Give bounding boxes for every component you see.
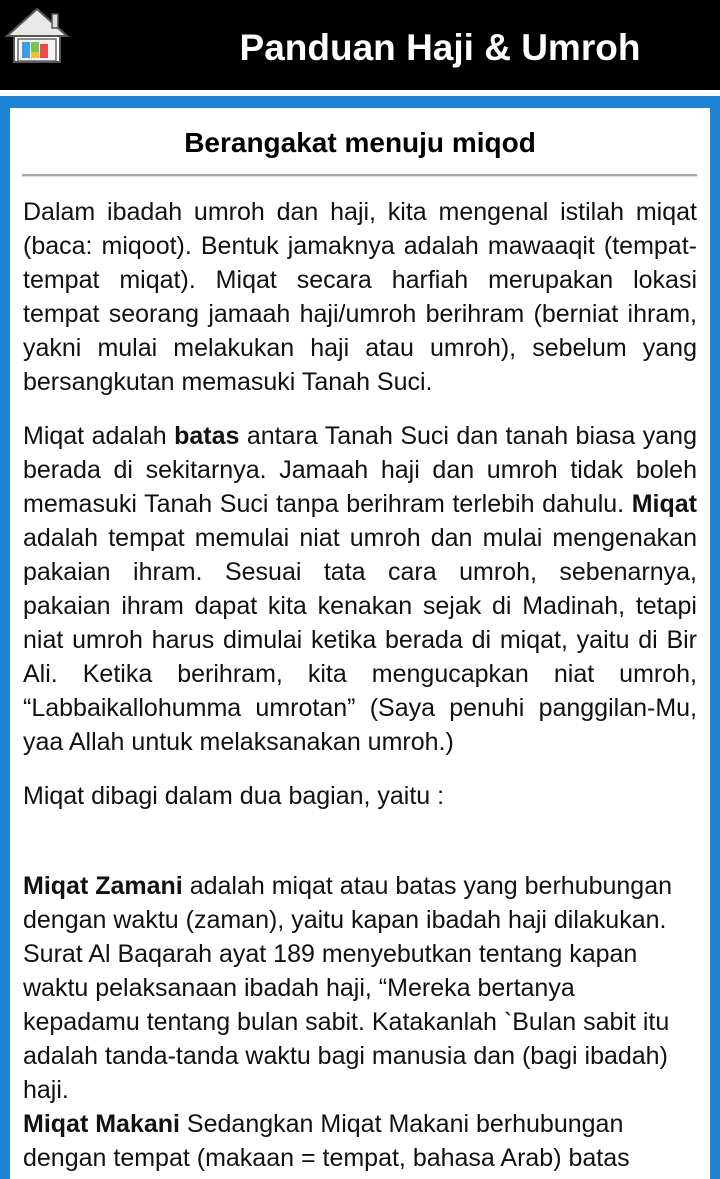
paragraph-miqat-zamani: Miqat Zamani adalah miqat atau batas yang berhubungan dengan waktu (zaman), yaitu kapan ibadah haji dilakukan. Surat Al Baqarah ayat 189 menyebutkan tentang kapan waktu pelaksanaan ibadah haji, “Mereka bertanya kepadamu tentang bulan sabit. Katakanlah `Bulan sabit itu adalah tanda-tanda waktu bagi manusia dan (bagi ibadah) haji. bbox=[23, 872, 673, 1104]
app-title: Panduan Haji & Umroh bbox=[239, 27, 641, 68]
paragraph-miqat-types: Miqat dibagi dalam dua bagian, yaitu : bbox=[23, 782, 445, 810]
article-container[interactable] bbox=[10, 108, 710, 1179]
title-rule bbox=[22, 174, 697, 177]
paragraph-intro: Dalam ibadah umroh dan haji, kita mengenal istilah miqat (baca: miqoot). Bentuk jamaknya adalah mawaaqit (tempat-tempat miqat). Miqat secara harfiah merupakan lokasi tempat seorang jamaah haji/umroh berihram (berniat ihram, yakni mulai melakukan haji atau umroh), sebelum yang bersangkutan memasuki Tanah Suci. bbox=[23, 198, 697, 396]
app-header bbox=[0, 0, 720, 92]
paragraph-miqat-definition: Miqat adalah batas antara Tanah Suci dan tanah biasa yang berada di sekitarnya. Jamaah haji dan umroh tidak boleh memasuki Tanah Suci tanpa berihram terlebih dahulu. Miqat adalah tempat memulai niat umroh dan mulai mengenakan pakaian ihram. Sesuai tata cara umroh, sebenarnya, pakaian ihram dapat kita kenakan sejak di Madinah, tetapi niat umroh harus dimulai ketika berada di miqat, yaitu di Bir Ali. Ketika berihram, kita mengucapkan niat umroh, “Labbaikallohumma umrotan” (Saya penuhi panggilan-Mu, yaa Allah untuk melaksanakan umroh.) bbox=[23, 422, 697, 756]
article-title: Berangakat menuju miqod bbox=[184, 127, 536, 158]
home-button[interactable] bbox=[4, 6, 70, 66]
content-frame bbox=[0, 96, 720, 1179]
paragraph-miqat-makani: Miqat Makani Sedangkan Miqat Makani berhubungan dengan tempat (makaan = tempat, bahasa Arab) batas bbox=[23, 1110, 630, 1172]
home-icon bbox=[4, 6, 70, 66]
